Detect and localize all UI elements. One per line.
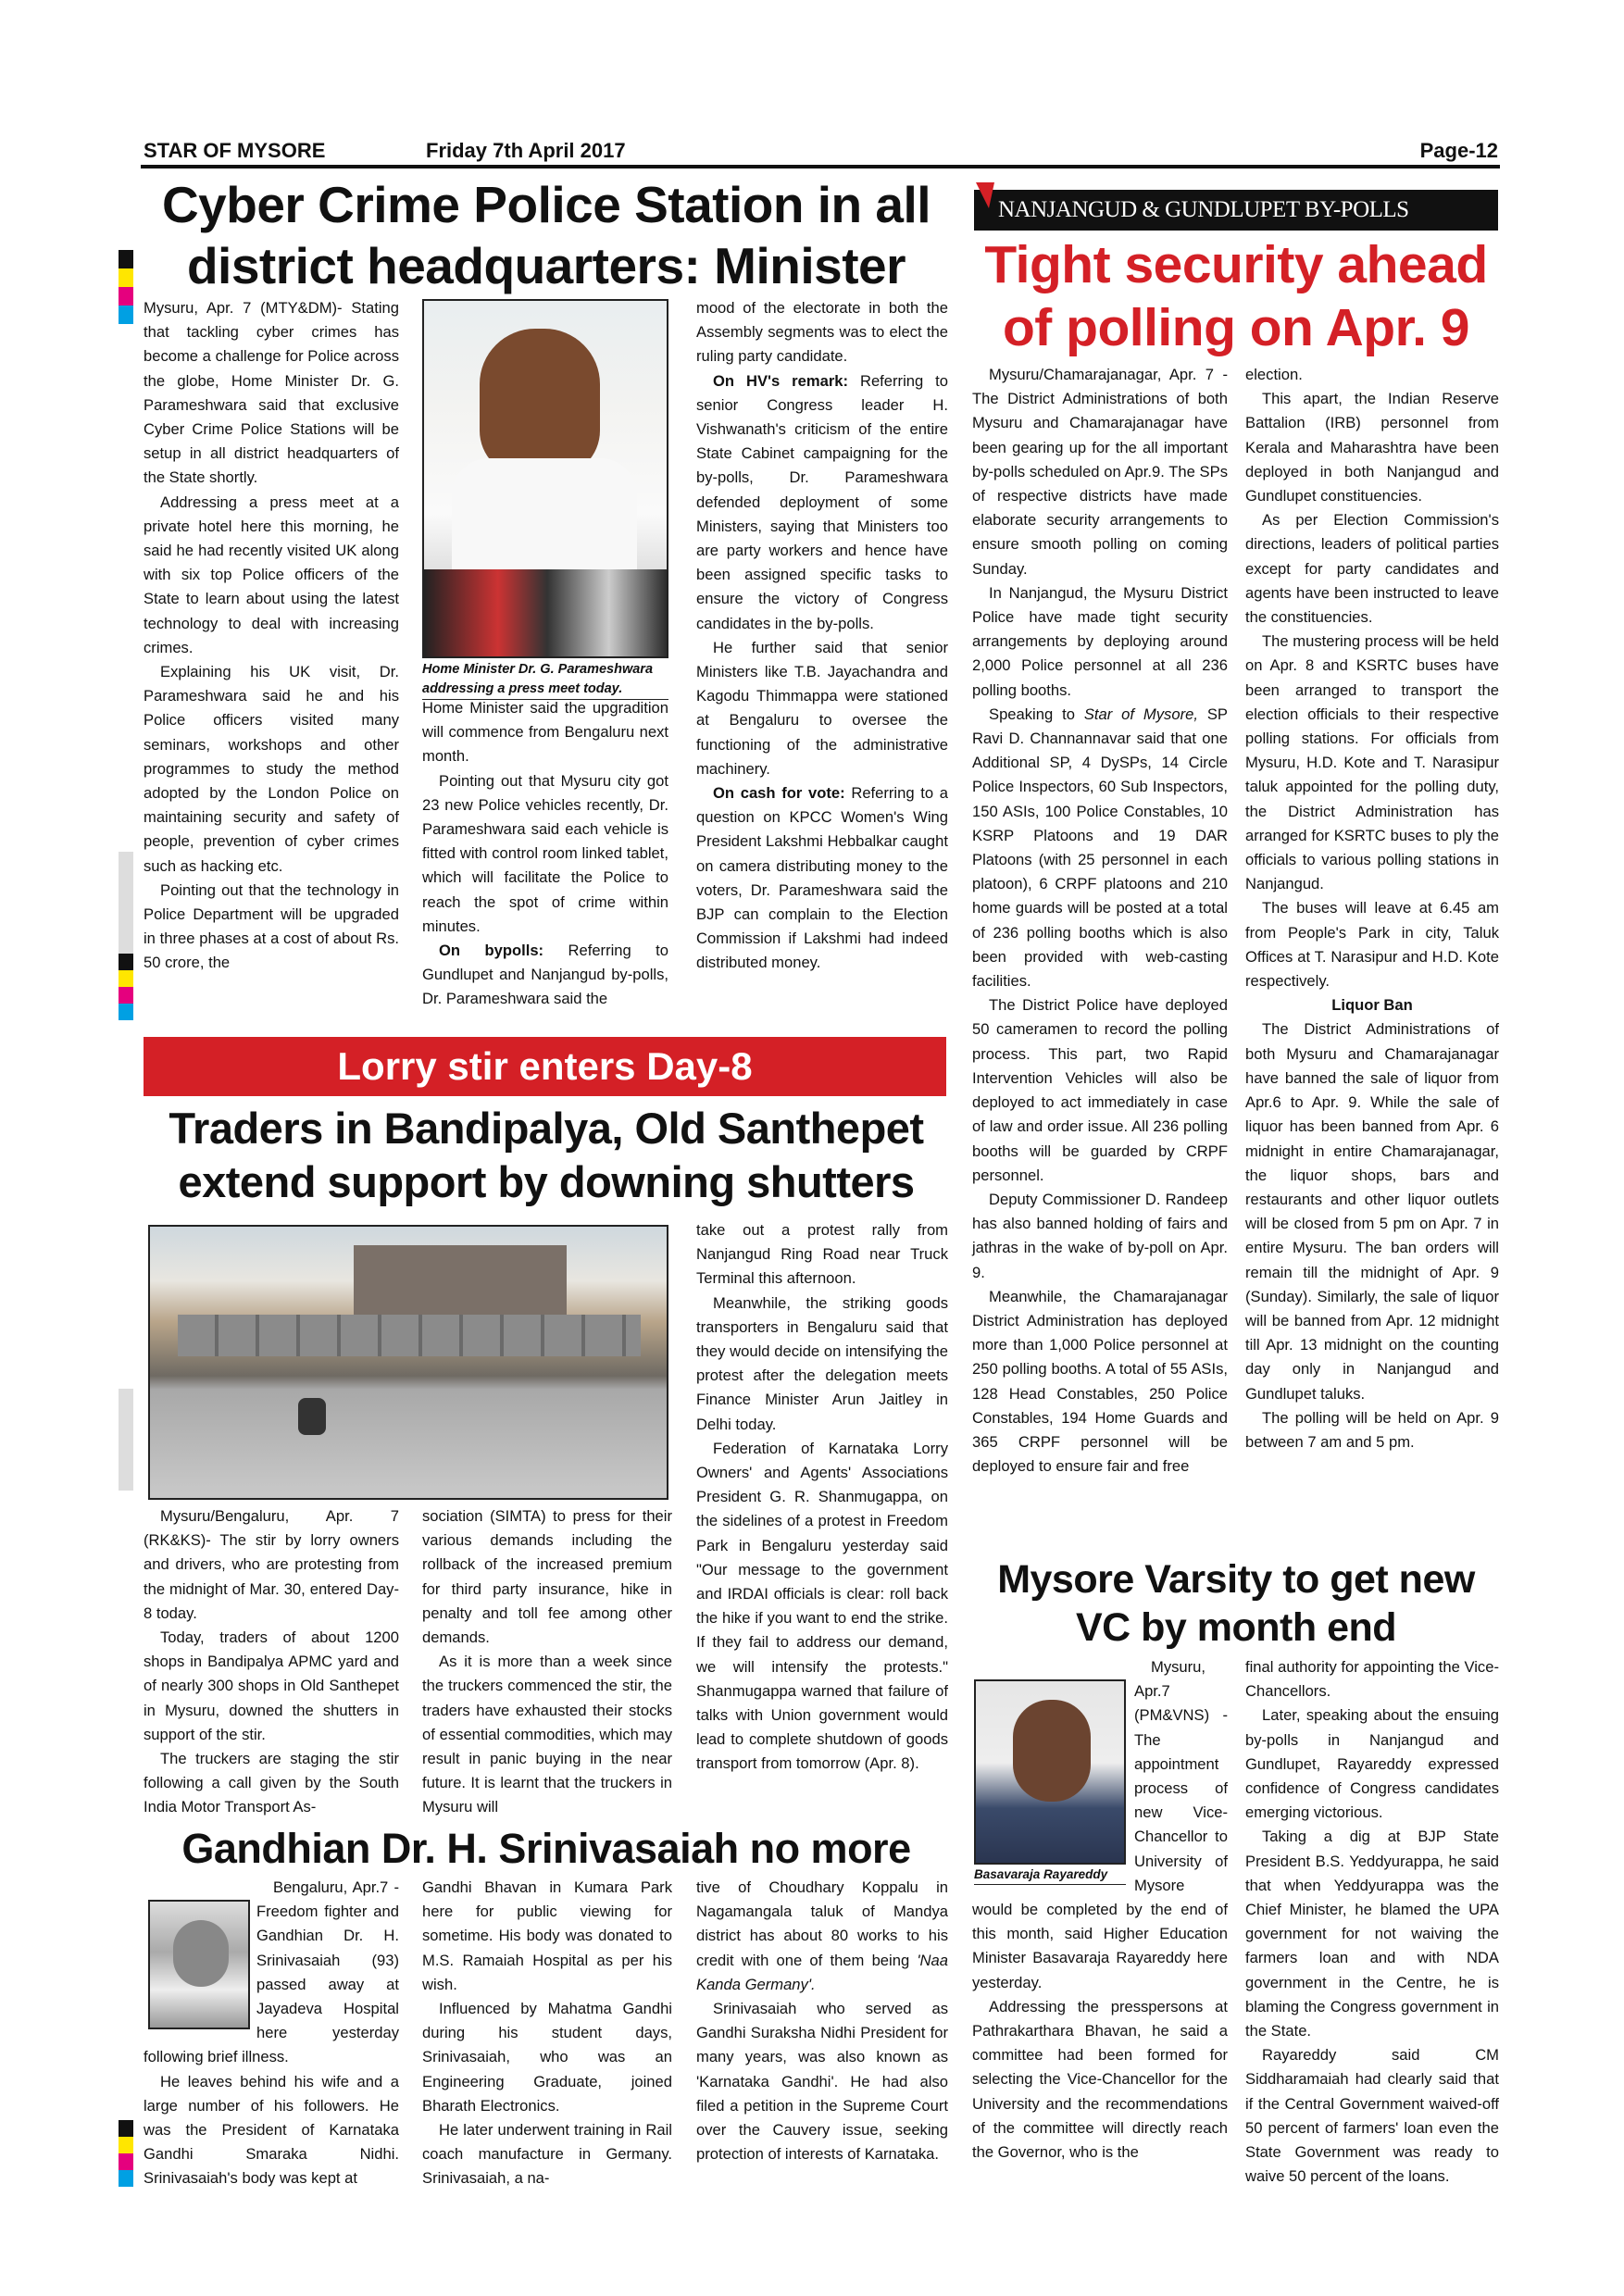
paragraph: This apart, the Indian Reserve Battalion (IRB) personnel from Kerala and Maharashtra have been deployed in both Nanjangud and Gundlupet constituencies.	[1245, 390, 1499, 505]
paragraph: The District Administrations of both Mysuru and Chamarajanagar have banned the sale of liquor from Apr.6 to Apr. 9. While the sale of liquor has been banned from Apr. 6 midnight in entire Chamarajanagar, the liquor shops, bars and restaurants and other liquor outlets will be closed from 5 pm on Apr. 7 in entire Mysuru. The ban orders will remain till the midnight of Apr. 9 (Sunday). Similarly, the sale of liquor will be banned from Apr. 12 midnight till Apr. 13 midnight on the counting day only in Nanjangud and Gundlupet taluks.	[1245, 1020, 1499, 1403]
shirt-shape	[452, 458, 637, 588]
headline-line: of polling on Apr. 9	[1002, 298, 1469, 357]
run-in-label: On bypolls:	[439, 942, 544, 960]
shutters-shape	[178, 1315, 641, 1356]
paragraph: Later, speaking about the ensuing by-polls in Nanjangud and Gundlupet, Rayareddy expressed confidence of Congress candidates emerging victorious.	[1245, 1706, 1499, 1822]
paragraph: Taking a dig at BJP State President B.S. Yeddyurappa, he said that when Yeddyurappa was the Chief Minister, he blamed the UPA government for not waiving the farmers loan and with NDA government in the Centre, he is blaming the Congress government in the State.	[1245, 1828, 1499, 2040]
bypolls-headline	[970, 233, 1502, 359]
paragraph: Mysuru/Bengaluru, Apr. 7 (RK&KS)- The stir by lorry owners and drivers, who are protesting from the midnight of Mar. 30, entered Day-8 today.	[144, 1507, 399, 1622]
paragraph: take out a protest rally from Nanjangud Ring Road near Truck Terminal this afternoon.	[696, 1221, 948, 1288]
face-shape	[480, 329, 600, 477]
varsity-headline	[970, 1555, 1502, 1652]
headline-line: Mysore Varsity to get new	[997, 1557, 1475, 1602]
paragraph: As per Election Commission's directions, leaders of political parties except for party candidates and agents have been instructed to leave the constituencies.	[1245, 511, 1499, 627]
caption-line: addressing a press meet today.	[422, 681, 623, 696]
paragraph: Today, traders of about 1200 shops in Bandipalya APMC yard and of nearly 300 shops in Old Santhepet in Mysuru, downed the shutters in support of the stir.	[144, 1628, 399, 1743]
motorcycle-shape	[298, 1398, 326, 1435]
registration-mark	[119, 306, 133, 324]
paper-name: STAR OF MYSORE	[144, 139, 326, 162]
headline-line: district headquarters: Minister	[186, 237, 906, 294]
cyber-column-2	[422, 696, 668, 1012]
lorry-column-1	[144, 1504, 399, 1820]
minister-photo	[422, 299, 668, 658]
registration-mark	[119, 2137, 133, 2153]
lorry-column-2	[422, 1504, 672, 1820]
page-number: Page-12	[1419, 139, 1498, 162]
text: Referring to a question on KPCC Women's Wing President Lakshmi Hebbalkar caught on camera distributing money to the voters, Dr. Parameshwara said the BJP can complain to the Election Commission if Lakshmi had indeed distributed money.	[696, 784, 948, 972]
section-banner	[974, 190, 1498, 231]
paragraph: Srinivasaiah who served as Gandhi Suraksha Nidhi President for many years, was also known as 'Karnataka Gandhi'. He had also filed a petition in the Supreme Court over the Cauvery issue, seeking protection of interests of Karnataka.	[696, 2000, 948, 2164]
closed-shops-photo	[148, 1225, 668, 1500]
registration-mark	[119, 852, 133, 954]
registration-mark	[119, 2120, 133, 2137]
varsity-column-2	[1245, 1655, 1499, 2189]
cyber-headline	[139, 174, 954, 296]
headline-line: Cyber Crime Police Station in all	[161, 176, 931, 233]
headline-line: extend support by downing shutters	[178, 1157, 915, 1206]
section-banner-text: NANJANGUD & GUNDLUPET BY-POLLS	[998, 197, 1409, 222]
paragraph: Bengaluru, Apr.7 - Freedom fighter and Gandhian Dr. H. Srinivasaiah (93) passed away at Jayadeva Hospital here yesterday following brief illness.	[144, 1878, 399, 2066]
paragraph	[696, 369, 948, 636]
paragraph	[696, 1876, 948, 1997]
paragraph: Deputy Commissioner D. Randeep has also banned holding of fairs and jathras in the wake of by-poll on Apr. 9.	[972, 1190, 1228, 1281]
headline-line: VC by month end	[1075, 1605, 1397, 1650]
run-in-label: On cash for vote:	[713, 784, 845, 803]
registration-mark	[119, 287, 133, 306]
paragraph: Home Minister said the upgradition will commence from Bengaluru next month.	[422, 699, 668, 766]
headline-line: Traders in Bandipalya, Old Santhepet	[169, 1104, 924, 1153]
registration-mark	[119, 987, 133, 1004]
text: tive of Choudhary Koppalu in Nagamangala taluk of Mandya district has about 80 works to his credit with one of them being	[696, 1878, 948, 1969]
paragraph: Federation of Karnataka Lorry Owners' and Agents' Associations President G. R. Shanmugappa, on the sidelines of a protest in Freedom Park in Bengaluru yesterday said "Our message to the government and IRDAI officials is clear: roll back the hike if you want to end the strike. If they fail to address our demand, we will intensify the protests." Shanmugappa warned that failure of talks with Union government would lead to complete shutdown of goods transport from tomorrow (Apr. 8).	[696, 1439, 948, 1773]
bypolls-column-2	[1245, 363, 1499, 1454]
caption-line: Home Minister Dr. G. Parameshwara	[422, 662, 654, 677]
gandhian-column-3	[696, 1876, 948, 2166]
lorry-stir-banner: Lorry stir enters Day-8	[144, 1037, 946, 1096]
paragraph: Mysuru, Apr. 7 (MTY&DM)- Stating that tackling cyber crimes has become a challenge for Police across the globe, Home Minister Dr. G. Parameshwara said that exclusive Cyber Crime Police Stations will be setup in all district headquarters of the State shortly.	[144, 299, 399, 487]
paragraph: Influenced by Mahatma Gandhi during his student days, Srinivasaiah, who was an Engineering Graduate, joined Bharath Electronics.	[422, 2000, 672, 2115]
paragraph: The buses will leave at 6.45 am from People's Park in city, Taluk Offices at T. Narasipur and H.D. Kote respectively.	[1245, 899, 1499, 991]
paragraph	[422, 939, 668, 1012]
lorry-headline	[139, 1102, 954, 1209]
photo-caption	[422, 660, 668, 700]
text: Referring to senior Congress leader H. Vishwanath's criticism of the entire State Cabinet campaigning for the by-polls, Dr. Parameshwara defended deployment of some Ministers, saying that Ministers too are party workers and hence have been assigned specific tasks to ensure the victory of Congress candidates in the by-polls.	[696, 371, 948, 632]
registration-mark	[119, 2170, 133, 2187]
paragraph: The truckers are staging the stir following a call given by the South India Motor Transport As-	[144, 1750, 399, 1816]
gandhian-column-2	[422, 1876, 672, 2191]
issue-date: Friday 7th April 2017	[426, 139, 626, 162]
paragraph: Pointing out that the technology in Police Department will be upgraded in three phases at a cost of about Rs. 50 crore, the	[144, 880, 399, 972]
paragraph: Rayareddy said CM Siddharamaiah had clearly said that if the Central Government waived-off 50 percent of farmers' loan even the State Government was ready to waive 50 percent of the loans.	[1245, 2046, 1499, 2186]
red-flag-icon	[976, 182, 994, 208]
paragraph: Meanwhile, the Chamarajanagar District Administration has deployed more than 1,000 Police personnel at 250 polling booths. A total of 55 ASIs, 128 Head Constables, 250 Police Constables, 194 Home Guards and 365 CRPF personnel will be deployed to ensure fair and free	[972, 1287, 1228, 1476]
registration-mark	[119, 1389, 133, 1491]
paragraph: The District Police have deployed 50 cameramen to record the polling process. This part, two Rapid Intervention Vehicles will also be deployed to act immediately in case of law and order issue. All 236 polling booths will be guarded by CRPF personnel.	[972, 996, 1228, 1184]
paragraph: election.	[1245, 366, 1303, 383]
gandhian-headline: Gandhian Dr. H. Srinivasaiah no more	[181, 1825, 911, 1872]
paragraph: As it is more than a week since the truckers commenced the stir, the traders have exhausted their stocks of essential commodities, which may result in panic buying in the near future. It is learnt that the truckers in Mysuru will	[422, 1653, 672, 1816]
bypolls-column-1	[972, 363, 1228, 1479]
paragraph	[696, 781, 948, 976]
paragraph: He leaves behind his wife and a large number of his followers. He was the President of Karnataka Gandhi Smaraka Nidhi. Srinivasaiah's body was kept at	[144, 2072, 399, 2188]
registration-mark	[119, 268, 133, 287]
paragraph: Gandhi Bhavan in Kumara Park here for public viewing for sometime. His body was donated to M.S. Ramaiah Hospital as per his wish.	[422, 1878, 672, 1993]
cyber-column-3	[696, 296, 948, 976]
gandhian-column-1	[144, 1876, 399, 2191]
paragraph: The polling will be held on Apr. 9 between 7 am and 5 pm.	[1245, 1408, 1499, 1451]
paragraph: He later underwent training in Rail coach manufacture in Germany. Srinivasaiah, a na-	[422, 2121, 672, 2188]
paragraph: Explaining his UK visit, Dr. Parameshwara said he and his Police officers visited many seminars, workshops and other programmes to study the method adopted by the London Police on maintaining security and safety of people, prevention of cyber crimes such as hacking etc.	[144, 663, 399, 875]
registration-mark	[119, 954, 133, 970]
registration-mark	[119, 2153, 133, 2170]
paragraph: In Nanjangud, the Mysuru District Police have made tight security arrangements by deploying around 2,000 Police personnel at all 236 polling booths.	[972, 583, 1228, 699]
paragraph: mood of the electorate in both the Assembly segments was to elect the ruling party candidate.	[696, 299, 948, 366]
paragraph: final authority for appointing the Vice-Chancellors.	[1245, 1658, 1499, 1701]
photo-wrap-space	[144, 1876, 256, 2033]
paragraph: Mysuru/Chamarajanagar, Apr. 7 - The District Administrations of both Mysuru and Chamarajanagar have been gearing up for the all important by-polls scheduled on Apr.9. The SPs of respective districts have made elaborate security arrangements to ensure smooth polling on coming Sunday.	[972, 366, 1228, 578]
text: Referring to Gundlupet and Nanjangud by-polls, Dr. Parameshwara said the	[422, 942, 668, 1008]
photo-caption: Basavaraja Rayareddy	[974, 1865, 1126, 1885]
run-in-label: On HV's remark:	[713, 371, 849, 390]
registration-mark	[119, 1004, 133, 1020]
varsity-column-1	[972, 1655, 1228, 2165]
paragraph: Pointing out that Mysuru city got 23 new Police vehicles recently, Dr. Parameshwara said each vehicle is fitted with control room linked tablet, which will facilitate the Police to reach the spot of crime within minutes.	[422, 771, 668, 935]
text: Speaking to	[989, 705, 1084, 723]
paragraph: Meanwhile, the striking goods transporters in Bengaluru said that they would decide on intensifying the protest after the delegation meets Finance Minister Arun Jaitley in Delhi today.	[696, 1293, 948, 1433]
masthead-rule	[141, 165, 1500, 168]
book-title: 'Naa Kanda Germany'.	[696, 1951, 948, 1993]
headline-line: Tight security ahead	[984, 235, 1488, 294]
registration-mark	[119, 250, 133, 268]
paragraph: sociation (SIMTA) to press for their various demands including the rollback of the increased premium for third party insurance, hike in penalty and toll fee among other demands.	[422, 1507, 672, 1647]
photo-wrap-space	[972, 1655, 1134, 1874]
paragraph: Addressing the presspersons at Pathrakarthara Bhavan, he said a committee had been formed for selecting the Vice-Chancellor for the University and the recommendations of the committee will directly reach the Governor, who is the	[972, 1997, 1228, 2162]
paragraph	[972, 703, 1228, 993]
paragraph: Mysuru, Apr.7 (PM&VNS) -The appointment process of new Vice-Chancellor to University of Mysore would be completed by the end of this month, said Higher Education Minister Basavaraja Rayareddy here yesterday.	[972, 1658, 1228, 1991]
subheading: Liquor Ban	[1331, 996, 1413, 1015]
paragraph: Addressing a press meet at a private hotel here this morning, he said he had recently visited UK along with six top Police officers of the State to learn about using the latest technology to deal with increasing crimes.	[144, 493, 399, 656]
paragraph: The mustering process will be held on Apr. 8 and KSRTC buses have been arranged to transport the election officials to their respective polling stations. For officials from Mysuru, H.D. Kote and T. Narasipur taluk appointed for the polling duty, the District Administration has arranged for KSRTC buses to ply the officials to various polling stations in Nanjangud.	[1245, 632, 1499, 893]
lorry-column-3	[696, 1218, 948, 1777]
paragraph: He further said that senior Ministers like T.B. Jayachandra and Kagodu Thimmappa were stationed at Bengaluru to oversee the functioning of the administrative machinery.	[696, 638, 948, 778]
microphones-shape	[424, 569, 668, 658]
paper-name-italic: Star of Mysore,	[1083, 705, 1198, 723]
cyber-column-1	[144, 296, 399, 976]
text: SP Ravi D. Channannavar said that one Additional SP, 4 DySPs, 14 Circle Police Inspectors, 60 Sub Inspectors, 150 ASIs, 100 Police Constables, 10 KSRP Platoons and 19 DAR Platoons (with 25 personnel in each platoon), 6 CRPF platoons and 210 home guards will be posted at a total of 236 polling booths which is also been provided with web-casting facilities.	[972, 705, 1228, 991]
registration-mark	[119, 970, 133, 987]
